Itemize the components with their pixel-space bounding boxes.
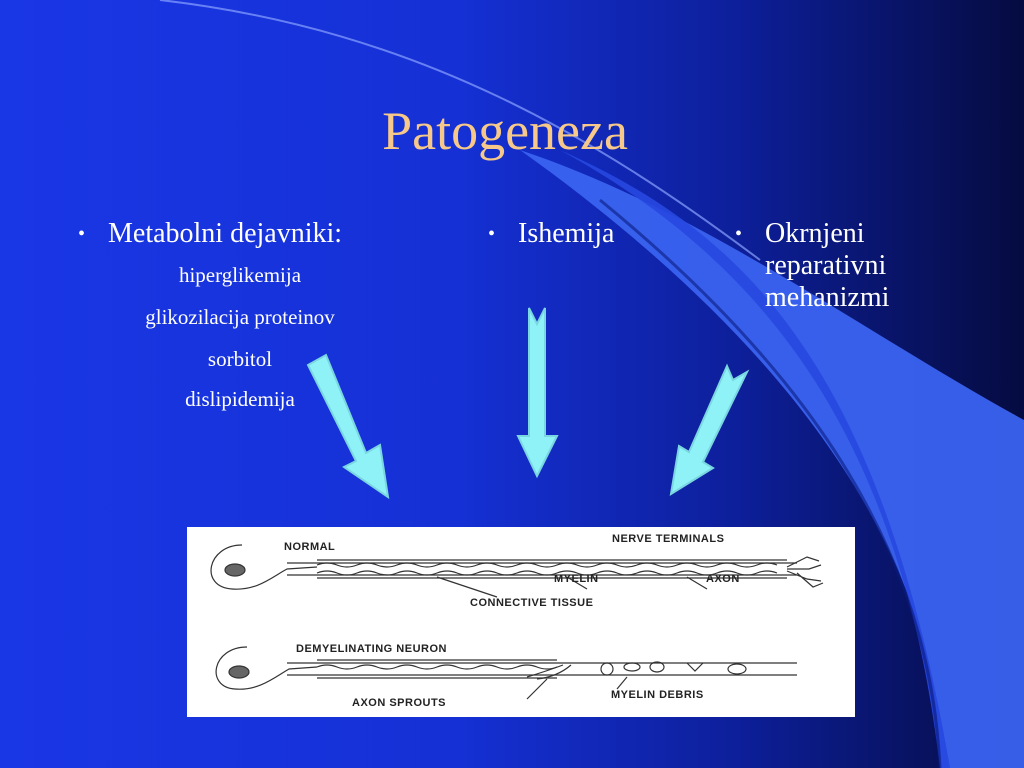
- bullet-label: Metabolni dejavniki:: [108, 218, 343, 249]
- sub-item-dyslipidemia: dislipidemija: [185, 387, 295, 411]
- sub-item-glycosylation: glikozilacija proteinov: [145, 305, 335, 329]
- label-nerve-terminals: NERVE TERMINALS: [612, 533, 725, 545]
- label-axon: AXON: [706, 573, 740, 585]
- arrow-diagonal-right-icon: [300, 345, 400, 505]
- label-demyelinating-neuron: DEMYELINATING NEURON: [296, 643, 447, 655]
- arrow-diagonal-left-icon: [665, 358, 755, 498]
- bullet-metabolic-factors: [78, 218, 343, 250]
- arrow-down-icon: [515, 300, 560, 480]
- label-axon-sprouts: AXON SPROUTS: [352, 697, 447, 709]
- label-normal: NORMAL: [284, 541, 336, 553]
- bullet-ischemia: [488, 218, 615, 250]
- label-connective-tissue: CONNECTIVE TISSUE: [470, 597, 594, 609]
- bullet-dot: •: [735, 223, 743, 245]
- label-myelin: MYELIN: [554, 573, 599, 585]
- bullet-label: Ishemija: [518, 218, 615, 249]
- neuron-illustration: [187, 527, 855, 717]
- bullet-dot: •: [78, 223, 86, 245]
- neuron-diagram: [187, 527, 855, 717]
- bullet-label-line: reparativni: [765, 250, 887, 281]
- bullet-label-line: Okrnjeni: [765, 218, 865, 249]
- bullet-repair-mechanisms: [735, 218, 890, 314]
- sub-item-hyperglycemia: hiperglikemija: [178, 263, 302, 287]
- bullet-dot: •: [488, 223, 496, 245]
- slide-title: Patogeneza: [382, 101, 628, 161]
- sub-item-sorbitol: sorbitol: [207, 347, 273, 371]
- bullet-label-line: mehanizmi: [765, 282, 890, 313]
- label-myelin-debris: MYELIN DEBRIS: [611, 689, 704, 701]
